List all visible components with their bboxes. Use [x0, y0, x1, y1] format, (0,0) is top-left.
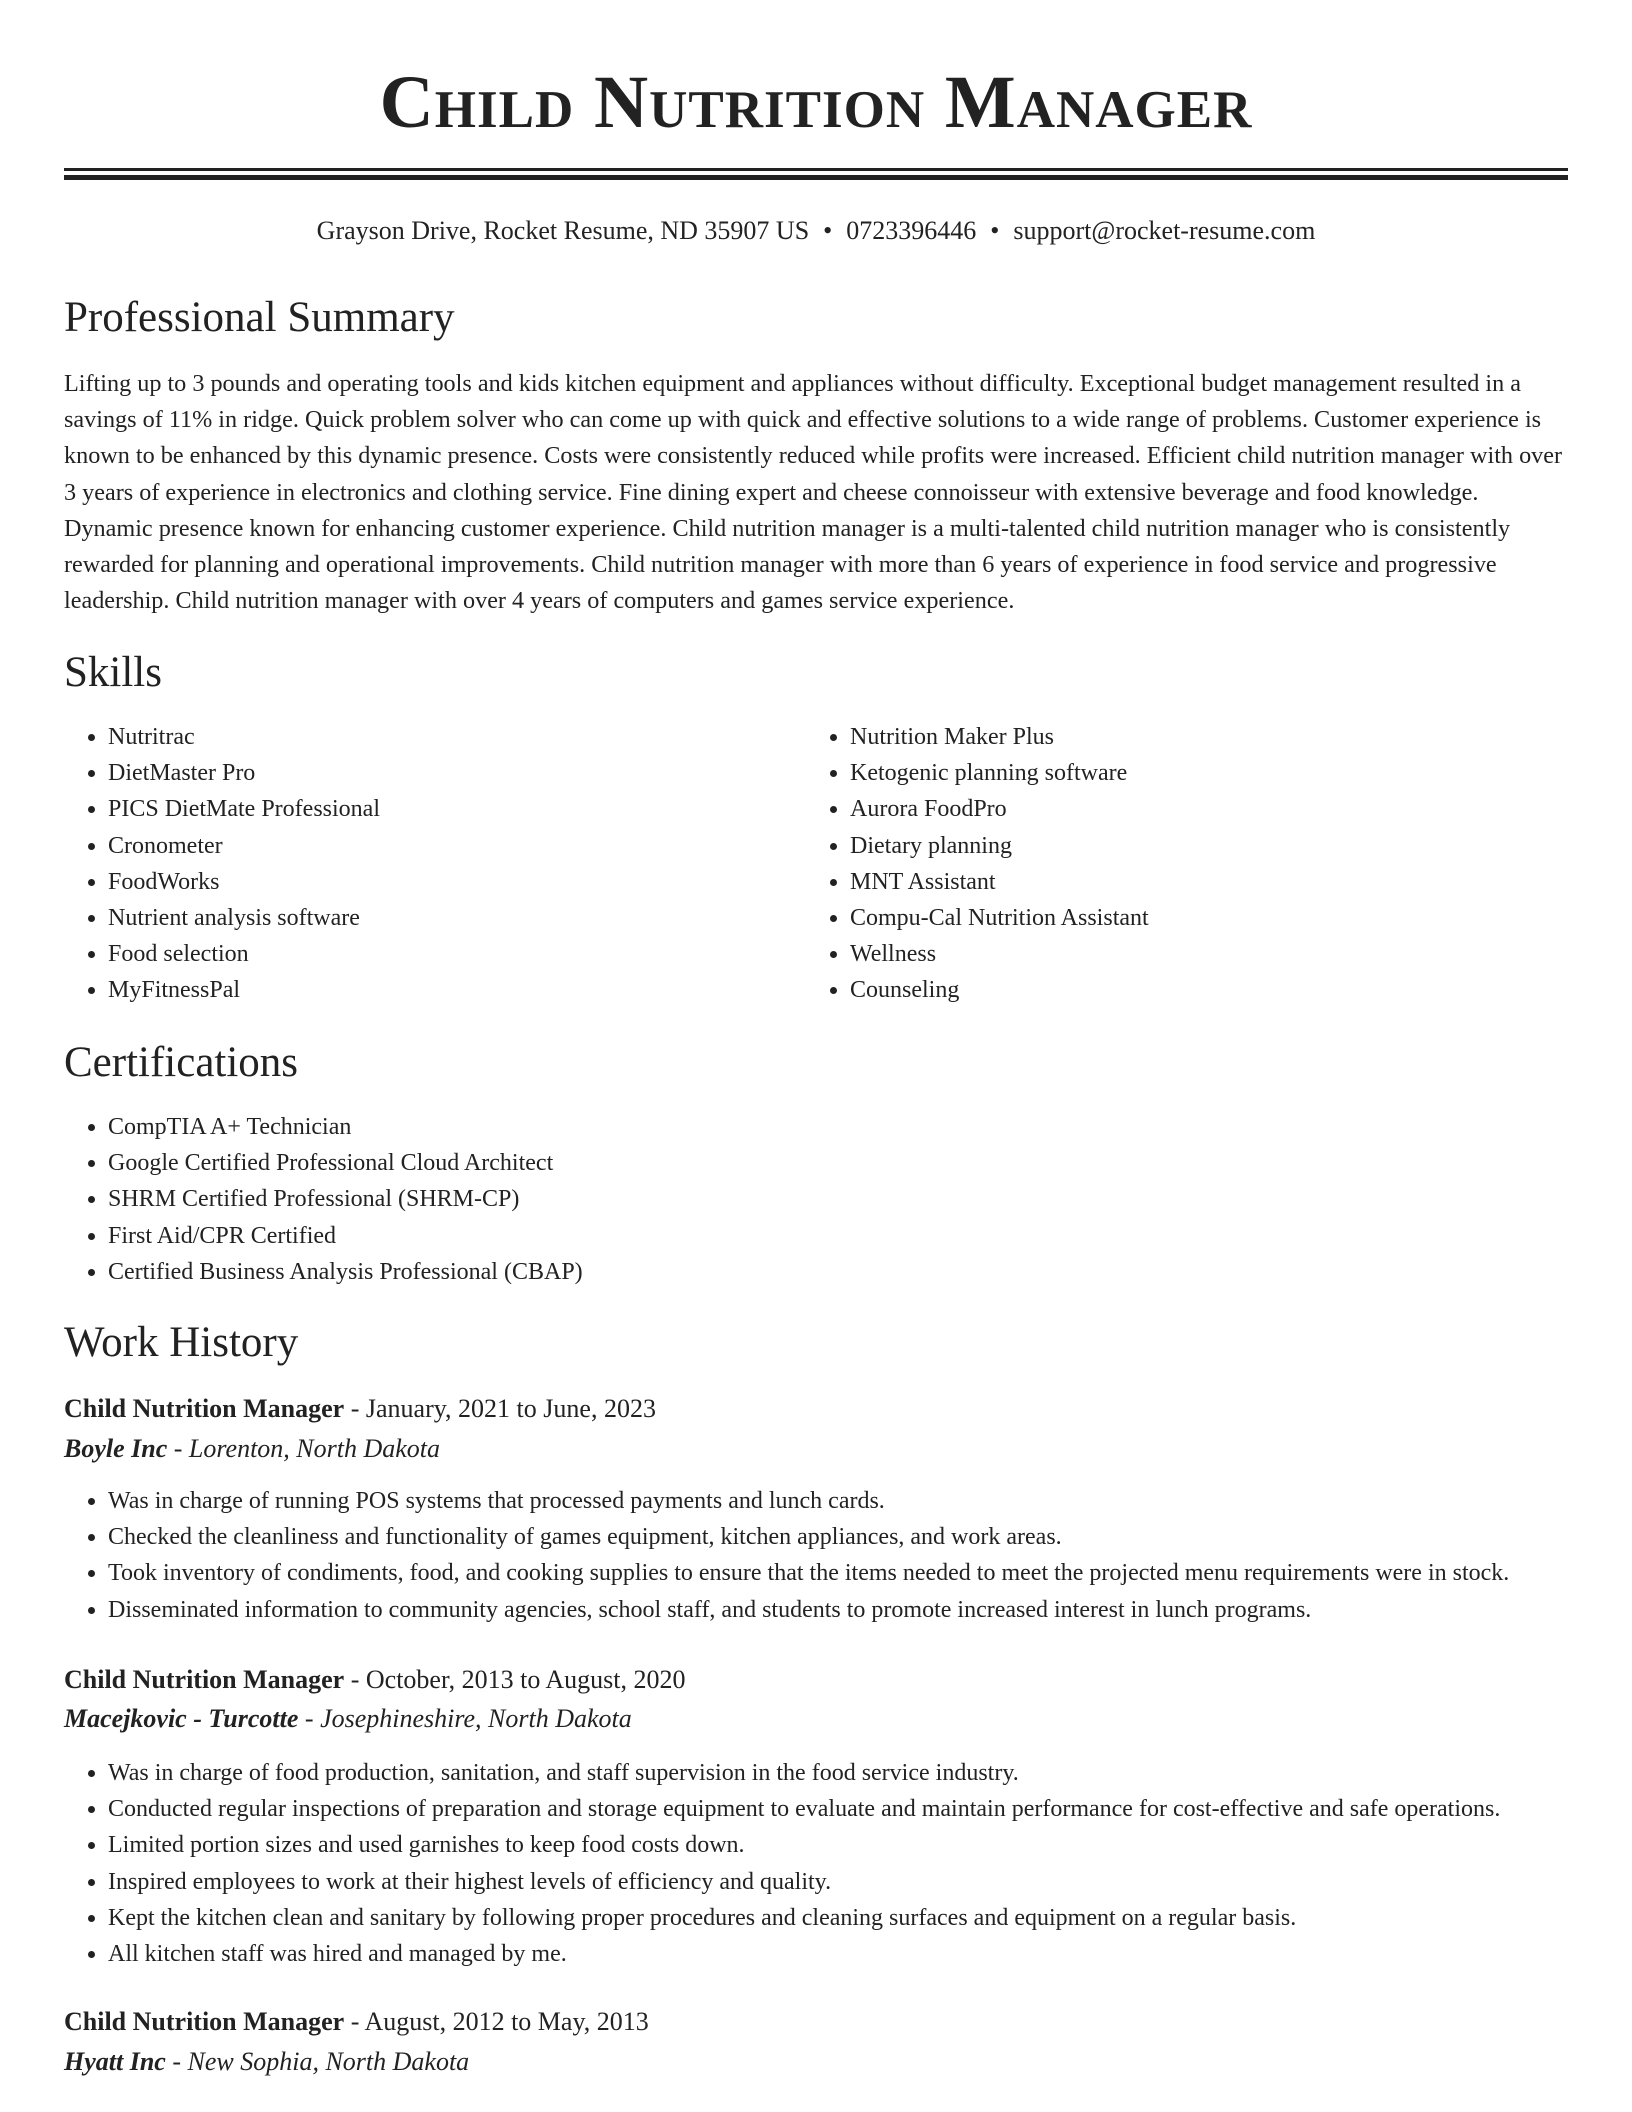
certification-item: • First Aid/CPR Certified	[108, 1218, 1508, 1254]
contact-line	[0, 214, 1632, 248]
skill-item: • Aurora FoodPro	[850, 791, 1530, 827]
skill-item: • PICS DietMate Professional	[108, 791, 788, 827]
skill-item: • Wellness	[850, 936, 1530, 972]
contact-phone: 0723396446	[846, 216, 977, 245]
job-title-line	[64, 1662, 686, 1698]
job-bullet: • All kitchen staff was hired and managed by me.	[108, 1936, 1612, 1972]
job-location: - New Sophia, North Dakota	[165, 2047, 470, 2076]
job-company-line	[64, 1701, 632, 1737]
certifications-list	[64, 1109, 1508, 1290]
work-history-heading: Work History	[64, 1319, 299, 1366]
job-bullet: • Inspired employees to work at their highest levels of efficiency and quality.	[108, 1864, 1612, 1900]
job-location: - Josephineshire, North Dakota	[298, 1704, 632, 1733]
job-bullet: • Was in charge of food production, sanitation, and staff supervision in the food service industry.	[108, 1755, 1612, 1791]
skill-item: • MyFitnessPal	[108, 972, 788, 1008]
job-bullet: • Checked the cleanliness and functionality of games equipment, kitchen appliances, and work areas.	[108, 1519, 1612, 1555]
job-bullet: • Was in charge of running POS systems that processed payments and lunch cards.	[108, 1483, 1612, 1519]
job-dates: - August, 2012 to May, 2013	[344, 2007, 649, 2036]
skill-item: • Nutrition Maker Plus	[850, 719, 1530, 755]
contact-address: Grayson Drive, Rocket Resume, ND 35907 US	[316, 216, 810, 245]
job-title: Child Nutrition Manager	[64, 2007, 345, 2036]
job-bullets	[64, 1483, 1612, 1628]
contact-email: support@rocket-resume.com	[1013, 216, 1316, 245]
skill-item: • Food selection	[108, 936, 788, 972]
resume-title: Child Nutrition Manager	[379, 61, 1253, 144]
certification-item: • CompTIA A+ Technician	[108, 1109, 1508, 1145]
job-location: - Lorenton, North Dakota	[167, 1434, 441, 1463]
job-bullet: • Disseminated information to community agencies, school staff, and students to promote increased interest in lunch programs.	[108, 1592, 1612, 1628]
job-bullet: • Took inventory of condiments, food, and cooking supplies to ensure that the items needed to meet the projected menu requirements were in stock.	[108, 1555, 1612, 1591]
contact-separator: •	[823, 216, 833, 245]
skill-item: • MNT Assistant	[850, 864, 1530, 900]
job-title: Child Nutrition Manager	[64, 1394, 345, 1423]
job-title-line	[64, 2004, 649, 2040]
skill-item: • Compu-Cal Nutrition Assistant	[850, 900, 1530, 936]
skill-item: • FoodWorks	[108, 864, 788, 900]
job-dates: - October, 2013 to August, 2020	[344, 1665, 686, 1694]
skills-heading: Skills	[64, 649, 162, 696]
skill-item: • DietMaster Pro	[108, 755, 788, 791]
job-dates: - January, 2021 to June, 2023	[344, 1394, 656, 1423]
skills-list-left	[64, 719, 788, 1009]
job-company-line	[64, 1431, 440, 1467]
summary-heading: Professional Summary	[64, 294, 455, 341]
job-company-line	[64, 2044, 469, 2080]
job-bullet: • Conducted regular inspections of preparation and storage equipment to evaluate and maintain performance for cost-effective and safe operations.	[108, 1791, 1612, 1827]
skill-item: • Nutritrac	[108, 719, 788, 755]
job-title: Child Nutrition Manager	[64, 1665, 345, 1694]
skill-item: • Ketogenic planning software	[850, 755, 1530, 791]
job-bullet: • Limited portion sizes and used garnishes to keep food costs down.	[108, 1827, 1612, 1863]
title-rule-thick	[64, 175, 1568, 180]
skills-list-right	[806, 719, 1530, 1009]
job-bullet: • Kept the kitchen clean and sanitary by following proper procedures and cleaning surfaces and equipment on a regular basis.	[108, 1900, 1612, 1936]
title-rule-thin	[64, 168, 1568, 171]
job-company: Hyatt Inc	[64, 2047, 166, 2076]
skill-item: • Counseling	[850, 972, 1530, 1008]
certification-item: • Google Certified Professional Cloud Architect	[108, 1145, 1508, 1181]
certifications-heading: Certifications	[64, 1039, 299, 1086]
certification-item: • Certified Business Analysis Professional (CBAP)	[108, 1254, 1508, 1290]
summary-text: Lifting up to 3 pounds and operating tools and kids kitchen equipment and appliances without difficulty. Exceptional budget management resulted in a savings of 11% in ridge. Quick problem solver who can come up with quick and effective solutions to a wide range of problems. Customer experience is known to be enhanced by this dynamic presence. Costs were consistently reduced while profits were increased. Efficient child nutrition manager with over 3 years of experience in electronics and clothing service. Fine dining expert and cheese connoisseur with extensive beverage and food knowledge. Dynamic presence known for enhancing customer experience. Child nutrition manager is a multi-talented child nutrition manager who is consistently rewarded for planning and operational improvements. Child nutrition manager with more than 6 years of experience in food service and progressive leadership. Child nutrition manager with over 4 years of computers and games service experience.	[64, 370, 1563, 615]
job-title-line	[64, 1391, 656, 1427]
skill-item: • Dietary planning	[850, 828, 1530, 864]
certification-item: • SHRM Certified Professional (SHRM-CP)	[108, 1181, 1508, 1217]
contact-separator: •	[990, 216, 1000, 245]
job-company: Macejkovic - Turcotte	[64, 1704, 299, 1733]
skill-item: • Cronometer	[108, 828, 788, 864]
skill-item: • Nutrient analysis software	[108, 900, 788, 936]
job-bullets	[64, 1755, 1612, 1972]
job-company: Boyle Inc	[64, 1434, 168, 1463]
